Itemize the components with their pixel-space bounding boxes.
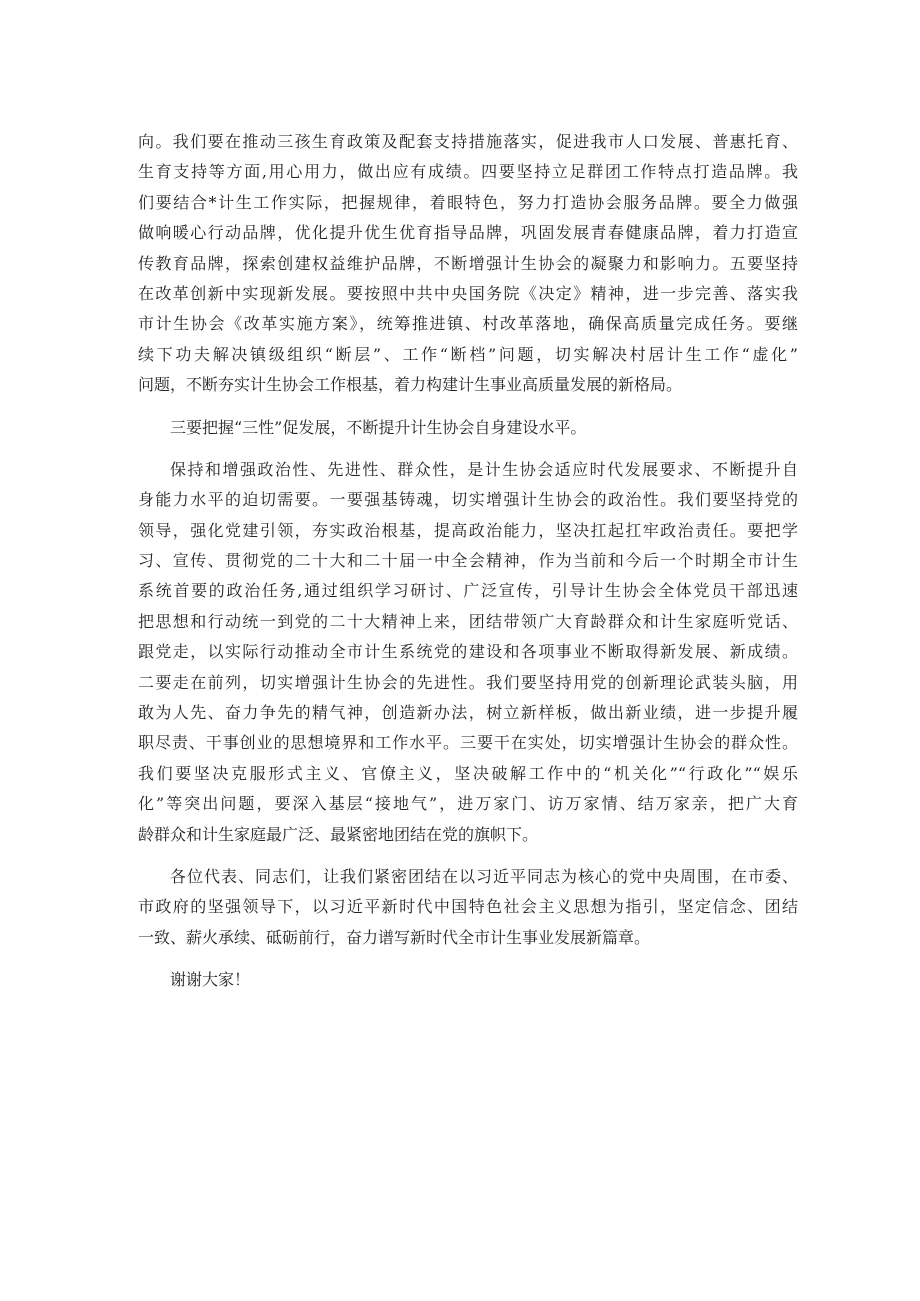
text-line: 我们要坚决克服形式主义、官僚主义，坚决破解工作中的“机关化”“行政化”“娱乐 (138, 763, 798, 783)
text-line: 敢为人先、奋力争先的精气神，创造新办法，树立新样板，做出新业绩，进一步提升履 (138, 703, 798, 723)
text-line: 系统首要的政治任务,通过组织学习研讨、广泛宣传，引导计生协会全体党员干部迅速 (138, 581, 798, 601)
text-line: 们要结合*计生工作实际，把握规律，着眼特色，努力打造协会服务品牌。要全力做强 (138, 192, 798, 212)
text-line: 把思想和行动统一到党的二十大精神上来，团结带领广大育龄群众和计生家庭听党话、 (138, 611, 798, 631)
text-line: 传教育品牌，探索创建权益维护品牌，不断增强计生协会的凝聚力和影响力。五要坚持 (138, 253, 798, 273)
text-line: 二要走在前列，切实增强计生协会的先进性。我们要坚持用党的创新理论武装头脑，用 (138, 672, 798, 692)
text-line: 市政府的坚强领导下，以习近平新时代中国特色社会主义思想为指引，坚定信念、团结 (138, 897, 798, 917)
text-line: 职尽责、干事创业的思想境界和工作水平。三要干在实处，切实增强计生协会的群众性。 (138, 733, 798, 753)
text-line: 市计生协会《改革实施方案》，统筹推进镇、村改革落地，确保高质量完成任务。要继 (138, 314, 798, 334)
paragraph (138, 127, 798, 401)
text-line: 问题，不断夯实计生协会工作根基，着力构建计生事业高质量发展的新格局。 (138, 375, 683, 395)
text-line: 跟党走，以实际行动推动全市计生系统党的建设和各项事业不断取得新发展、新成绩。 (138, 642, 798, 662)
text-line: 生育支持等方面,用心用力，做出应有成绩。四要坚持立足群团工作特点打造品牌。我 (138, 162, 798, 182)
document-body (138, 127, 798, 1008)
text-line: 领导，强化党建引领，夯实政治根基，提高政治能力，坚决扛起扛牢政治责任。要把学 (138, 520, 798, 540)
text-line: 化”等突出问题，要深入基层“接地气”，进万家门、访万家情、结万家亲，把广大育 (138, 794, 798, 814)
paragraph (138, 862, 798, 953)
text-line: 保持和增强政治性、先进性、群众性，是计生协会适应时代发展要求、不断提升自 (170, 459, 798, 479)
text-line: 身能力水平的迫切需要。一要强基铸魂，切实增强计生协会的政治性。我们要坚持党的 (138, 490, 798, 510)
text-line: 向。我们要在推动三孩生育政策及配套支持措施落实，促进我市人口发展、普惠托育、 (138, 132, 798, 151)
paragraph (138, 965, 798, 995)
text-line: 各位代表、同志们，让我们紧密团结在以习近平同志为核心的党中央周围，在市委、 (170, 866, 798, 886)
paragraph (138, 455, 798, 850)
text-line: 做响暖心行动品牌，优化提升优生优育指导品牌，巩固发展青春健康品牌，着力打造宣 (138, 223, 798, 243)
text-line: 在改革创新中实现新发展。要按照中共中央国务院《决定》精神，进一步完善、落实我 (138, 283, 798, 303)
text-line: 续下功夫解决镇级组织“断层”、工作“断档”问题，切实解决村居计生工作“虚化” (138, 344, 798, 364)
paragraph (138, 413, 798, 443)
text-line: 谢谢大家！ (170, 970, 251, 990)
text-line: 龄群众和计生家庭最广泛、最紧密地团结在党的旗帜下。 (138, 824, 539, 844)
text-line: 一致、薪火承续、砥砺前行，奋力谱写新时代全市计生事业发展新篇章。 (138, 927, 651, 947)
text-line: 三要把握“三性”促发展，不断提升计生协会自身建设水平。 (170, 417, 587, 437)
text-line: 习、宣传、贯彻党的二十大和二十届一中全会精神，作为当前和今后一个时期全市计生 (138, 551, 798, 571)
